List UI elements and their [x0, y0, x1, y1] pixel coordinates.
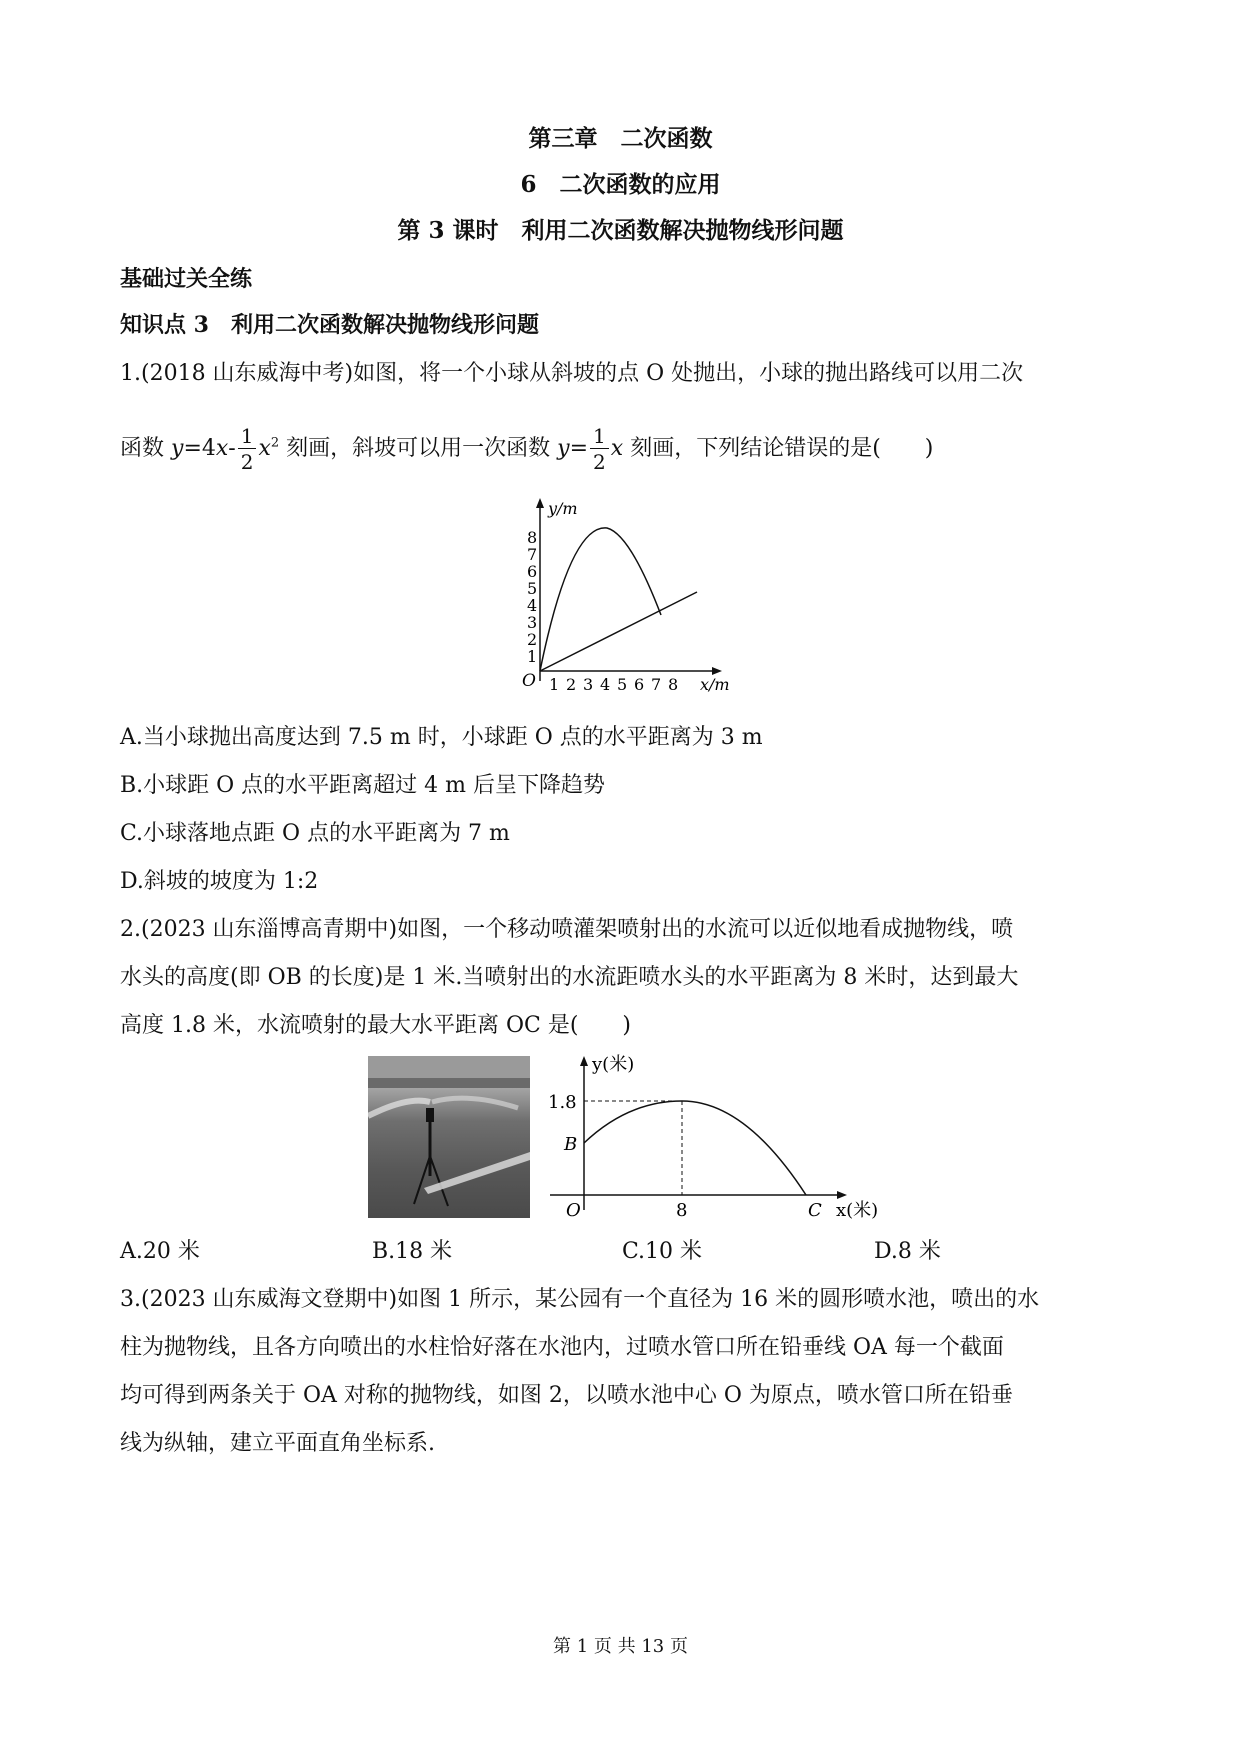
y-tick-label: 1 [527, 647, 538, 666]
water-stream-parabola [584, 1101, 806, 1195]
knowledge-point-title: 知识点 3 利用二次函数解决抛物线形问题 [120, 312, 539, 338]
x-tick-label: 1 [549, 675, 560, 694]
q1-text: 刻画，下列结论错误的是( ) [623, 436, 934, 461]
q1-line-2 [120, 426, 1125, 472]
y-axis-label: y/m [548, 499, 578, 518]
y-tick-label: 6 [527, 562, 538, 581]
lesson-title: 第 3 课时 利用二次函数解决抛物线形问题 [397, 217, 844, 244]
figure-1-graph [500, 496, 740, 696]
y-tick-label: 5 [527, 579, 538, 598]
y-axis-label: y(米) [592, 1054, 635, 1075]
y-tick-label: 4 [527, 596, 538, 615]
y-tick-labels [527, 528, 537, 666]
slope-line [540, 592, 697, 671]
q2-line-3: 高度 1.8 米，水流喷射的最大水平距离 OC 是( ) [120, 1013, 631, 1038]
y-tick-label: 8 [527, 528, 538, 547]
peak-x-label: 8 [676, 1200, 688, 1221]
x-tick-label: 3 [583, 675, 594, 694]
origin-label: O [522, 671, 536, 691]
section-title: 6 二次函数的应用 [520, 171, 721, 198]
fraction-numerator: 1 [238, 426, 257, 449]
x-axis-label: x(米) [836, 1200, 879, 1221]
max-height-label: 1.8 [548, 1092, 577, 1113]
q1-text: 刻画，斜坡可以用一次函数 [279, 436, 558, 461]
q3-line-4: 线为纵轴，建立平面直角坐标系. [120, 1431, 435, 1456]
q1-exponent: 2 [270, 435, 280, 451]
y-tick-label: 3 [527, 613, 538, 632]
x-tick-label: 6 [634, 675, 645, 694]
q2-line-2: 水头的高度(即 OB 的长度)是 1 米.当喷射出的水流距喷水头的水平距离为 8 米时，达到最大 [120, 965, 1019, 990]
q3-line-2: 柱为抛物线，且各方向喷出的水柱恰好落在水池内，过喷水管口所在铅垂线 OA 每一个截面 [120, 1335, 1004, 1360]
x-tick-label: 8 [668, 675, 679, 694]
x-tick-label: 2 [566, 675, 577, 694]
point-b-label: B [564, 1134, 578, 1155]
q1-option-a: A.当小球抛出高度达到 7.5 m 时，小球距 O 点的水平距离为 3 m [120, 725, 763, 750]
q1-var-x: x [215, 436, 229, 461]
chapter-title: 第三章 二次函数 [528, 125, 713, 152]
x-axis-arrow [837, 1191, 847, 1199]
q3-line-3: 均可得到两条关于 OA 对称的抛物线，如图 2，以喷水池中心 O 为原点，喷水管口所在铅垂 [120, 1383, 1013, 1408]
q1-text: - [228, 436, 236, 461]
q1-var-y: y [171, 436, 184, 461]
q1-option-c: C.小球落地点距 O 点的水平距离为 7 m [120, 821, 510, 846]
practice-title: 基础过关全练 [120, 266, 253, 292]
fraction-denominator: 2 [240, 450, 254, 474]
q2-line-1: 2.(2023 山东淄博高青期中)如图，一个移动喷灌架喷射出的水流可以近似地看成抛物线，喷 [120, 917, 1014, 942]
q1-option-d: D.斜坡的坡度为 1:2 [120, 869, 319, 894]
q1-var-y: y [557, 436, 570, 461]
q3-line-1: 3.(2023 山东威海文登期中)如图 1 所示，某公园有一个直径为 16 米的圆形喷水池，喷出的水 [120, 1287, 1040, 1312]
q1-var-x: x [258, 436, 271, 461]
parabola-curve [540, 528, 661, 671]
figure-2-graph [540, 1050, 885, 1222]
fraction-half [238, 426, 257, 472]
y-tick-label: 7 [527, 545, 538, 564]
origin-label: O [566, 1200, 581, 1221]
x-axis-arrow [712, 667, 722, 675]
x-tick-label: 5 [617, 675, 628, 694]
q1-text: 函数 [120, 436, 171, 461]
x-tick-labels [549, 675, 678, 694]
q2-option-c: C.10 米 [622, 1239, 703, 1264]
q1-line-1: 1.(2018 山东威海中考)如图，将一个小球从斜坡的点 O 处抛出，小球的抛出路线可以用二次 [120, 361, 1024, 386]
x-tick-label: 4 [600, 675, 611, 694]
y-tick-label: 2 [527, 630, 538, 649]
point-c-label: C [808, 1200, 822, 1221]
q1-text: =4 [183, 436, 216, 461]
fraction-numerator: 1 [590, 426, 609, 449]
q2-option-d: D.8 米 [874, 1239, 941, 1264]
x-tick-label: 7 [651, 675, 662, 694]
q1-var-x: x [610, 436, 624, 461]
q1-text: = [569, 436, 589, 461]
x-axis-label: x/m [700, 675, 730, 694]
q2-option-a: A.20 米 [120, 1239, 200, 1264]
page-footer: 第 1 页 共 13 页 [553, 1636, 688, 1657]
fraction-half [590, 426, 609, 472]
fraction-denominator: 2 [593, 450, 606, 474]
q2-option-b: B.18 米 [372, 1239, 453, 1264]
sprinkler-illustration [368, 1056, 530, 1218]
y-axis-arrow [536, 498, 544, 508]
q1-option-b: B.小球距 O 点的水平距离超过 4 m 后呈下降趋势 [120, 773, 606, 798]
y-axis-arrow [580, 1056, 588, 1066]
sprinkler-photo [368, 1056, 530, 1218]
